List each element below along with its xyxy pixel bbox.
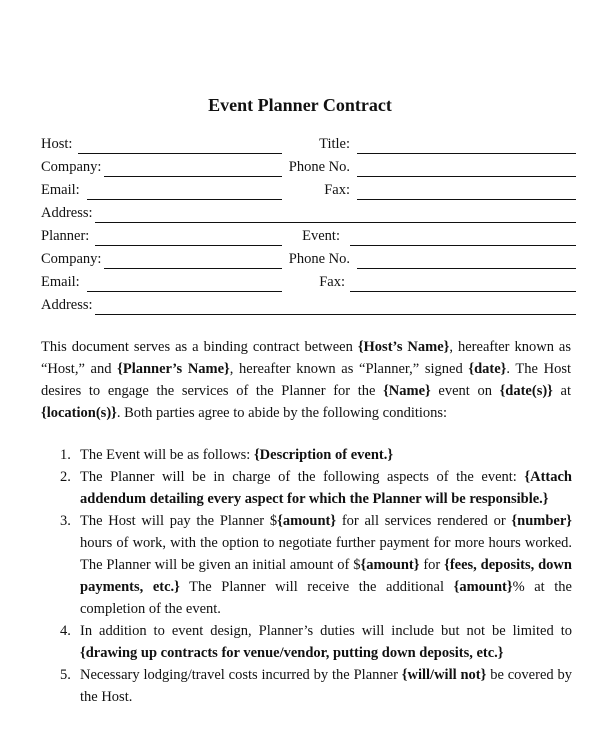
planner-phone-label: Phone No. [288,251,350,267]
planner-company-field[interactable] [104,268,282,269]
planner-fax-label: Fax: [319,274,345,290]
phone-label: Phone No. [288,159,350,175]
email-field[interactable] [87,199,282,200]
event-label: Event: [302,228,340,244]
company-label: Company: [41,159,102,175]
condition-item-2: 2. The Planner will be in charge of the following aspects of the event: {Attach addendum detailing every aspect for which the Planner will be responsible.} [60,469,572,507]
condition-item-1: 1. The Event will be as follows: {Description of event.} [60,447,394,463]
company-field[interactable] [104,176,282,177]
event-field[interactable] [350,245,576,246]
planner-name-placeholder: {Planner’s Name} [117,361,230,377]
host-name-placeholder: {Host’s Name} [357,339,450,355]
intro-paragraph: This document serves as a binding contract between {Host’s Name}, hereafter known as “Host,” and {Planner’s Name}, hereafter known as “Planner,” signed {date}. The Host desires to engage the services of the Planner for the {Name} event on {date(s)} at {location(s)}. Both parties agree to abide by the following conditions: [41,339,571,421]
conditions-list [60,444,572,708]
event-name-placeholder: {Name} [383,383,431,399]
planner-company-label: Company: [41,251,102,267]
planner-email-field[interactable] [87,291,282,292]
location-placeholder: {location(s)} [41,405,117,421]
title-field[interactable] [357,153,576,154]
condition-item-4: 4. In addition to event design, Planner’s duties will include but not be limited to {drawing up contracts for venue/vendor, putting down deposits, etc.} [60,623,572,661]
planner-fax-field[interactable] [350,291,576,292]
host-label: Host: [41,136,73,152]
document-title: Event Planner Contract [208,95,392,115]
email-label: Email: [41,182,80,198]
host-field[interactable] [78,153,282,154]
planner-label: Planner: [41,228,90,244]
address-label: Address: [41,205,93,221]
event-dates-placeholder: {date(s)} [499,383,553,399]
date-placeholder: {date} [468,361,507,377]
fax-label: Fax: [324,182,350,198]
planner-address-field[interactable] [95,314,576,315]
condition-item-3: 3. The Host will pay the Planner ${amount} for all services rendered or {number} hours of work, with the option to negotiate further payment for more hours worked. The Planner will be given an initial amount of ${amount} for {fees, deposits, down payments, etc.} The Planner will receive the additional {amount}% at the completion of the event. [60,513,572,617]
fax-field[interactable] [357,199,576,200]
address-field[interactable] [95,222,576,223]
condition-item-5: 5. Necessary lodging/travel costs incurred by the Planner {will/will not} be covered by the Host. [60,667,572,705]
planner-address-label: Address: [41,297,93,313]
phone-field[interactable] [357,176,576,177]
planner-email-label: Email: [41,274,80,290]
title-label: Title: [319,136,350,152]
planner-field[interactable] [95,245,282,246]
planner-phone-field[interactable] [357,268,576,269]
